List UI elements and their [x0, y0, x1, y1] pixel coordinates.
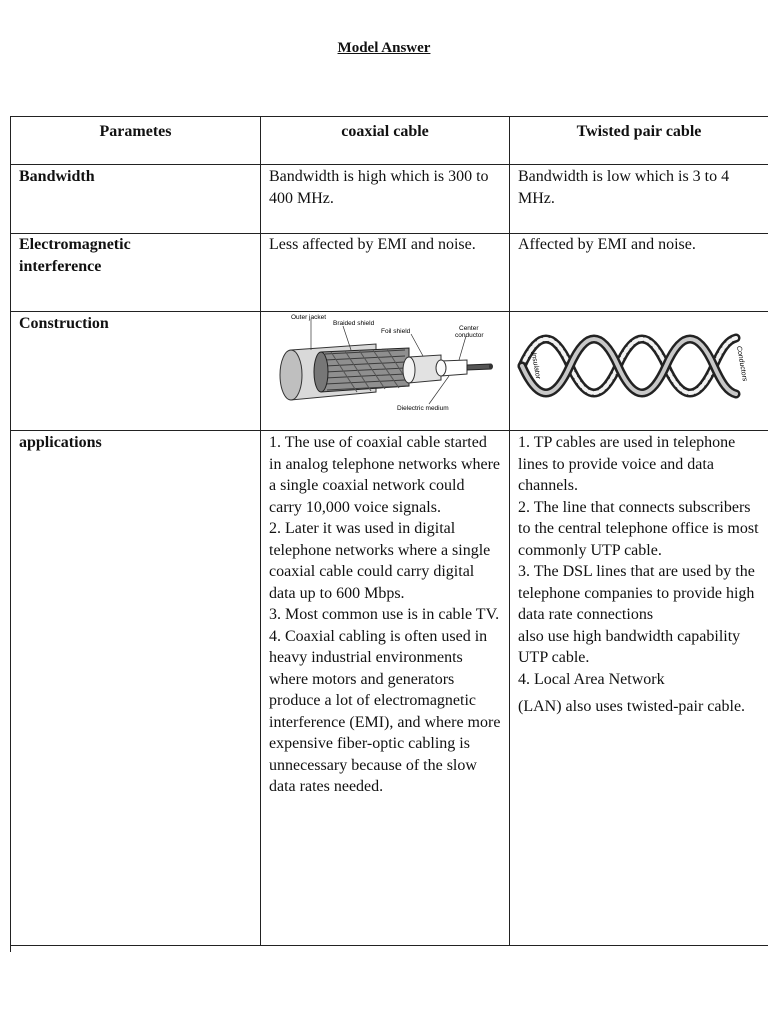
- emi-row: [11, 234, 768, 312]
- emi-coaxial: Less affected by EMI and noise.: [261, 234, 510, 312]
- coax-center-conductor: [467, 364, 493, 370]
- bandwidth-twisted: Bandwidth is low which is 3 to 4 MHz.: [510, 165, 768, 234]
- construction-row: [11, 312, 768, 431]
- twisted-pair-diagram: [510, 312, 768, 430]
- applications-row: [11, 431, 768, 946]
- coax-label-outer-jacket: Outer jacket: [291, 314, 327, 321]
- coaxial-cable-diagram: [261, 312, 510, 430]
- coax-dielectric: [436, 360, 467, 376]
- header-cell-parameters: Parametes: [11, 117, 261, 165]
- document-heading: [0, 40, 768, 62]
- tp-application-3-cont: also use high bandwidth capability UTP cable.: [518, 627, 741, 666]
- tp-label-conductors: Conductors: [734, 345, 749, 382]
- coax-label-foil-shield: Foil shield: [381, 328, 411, 335]
- coaxial-diagram-cell: [261, 312, 510, 431]
- tp-label-insulator: Insulator: [529, 351, 542, 380]
- emi-twisted: Affected by EMI and noise.: [510, 234, 768, 312]
- comparison-table: [10, 116, 768, 946]
- tp-application-2: 2. The line that connects subscribers to the central telephone office is most commonly UTP cable.: [518, 498, 759, 559]
- applications-coaxial: [261, 431, 510, 946]
- coax-label-center-1: Center: [459, 325, 479, 332]
- coax-application-4-cont: produce a lot of electromagnetic interference (EMI), and where more expensive fiber-optic cabling is unnecessary because of the slow data rates needed.: [269, 692, 501, 795]
- tp-application-4-cont: (LAN) also uses twisted-pair cable.: [518, 698, 746, 715]
- coax-label-braided-shield: Braided shield: [333, 320, 375, 327]
- header-cell-coaxial: coaxial cable: [261, 117, 510, 165]
- bandwidth-row: [11, 165, 768, 234]
- heading-text: Model Answer: [337, 40, 431, 56]
- applications-label: applications: [11, 431, 261, 946]
- emi-label: [11, 234, 261, 312]
- coax-application-3: 3. Most common use is in cable TV.: [269, 606, 500, 623]
- coax-label-center-2: conductor: [455, 332, 484, 339]
- bandwidth-coaxial: Bandwidth is high which is 300 to 400 MHz.: [261, 165, 510, 234]
- emi-label-line2: interference: [19, 257, 102, 275]
- twisted-pair-diagram-cell: [510, 312, 768, 431]
- tp-application-4: 4. Local Area Network: [518, 670, 665, 688]
- coax-application-1: 1. The use of coaxial cable started in analog telephone networks where a single coaxial network could carry 10,000 voice signals.: [269, 434, 501, 516]
- bandwidth-label: Bandwidth: [11, 165, 261, 234]
- tp-application-1: 1. TP cables are used in telephone lines to provide voice and data channels.: [518, 434, 736, 494]
- coax-label-dielectric: Dielectric medium: [397, 405, 449, 412]
- tp-application-3: 3. The DSL lines that are used by the telephone companies to provide high data rate connections: [518, 563, 755, 623]
- coax-foil-shield: [403, 355, 441, 383]
- emi-label-line1: Electromagnetic: [19, 236, 131, 253]
- coax-braided-shield: [314, 348, 409, 392]
- construction-label: Construction: [11, 312, 261, 431]
- applications-twisted: [510, 431, 768, 946]
- header-cell-twisted: Twisted pair cable: [510, 117, 768, 165]
- coax-application-2: 2. Later it was used in digital telephone networks where a single coaxial cable could carry digital data up to 600 Mbps.: [269, 520, 491, 602]
- header-row: [11, 117, 768, 165]
- coax-application-4: 4. Coaxial cabling is often used in heavy industrial environments where motors and generators: [269, 627, 488, 688]
